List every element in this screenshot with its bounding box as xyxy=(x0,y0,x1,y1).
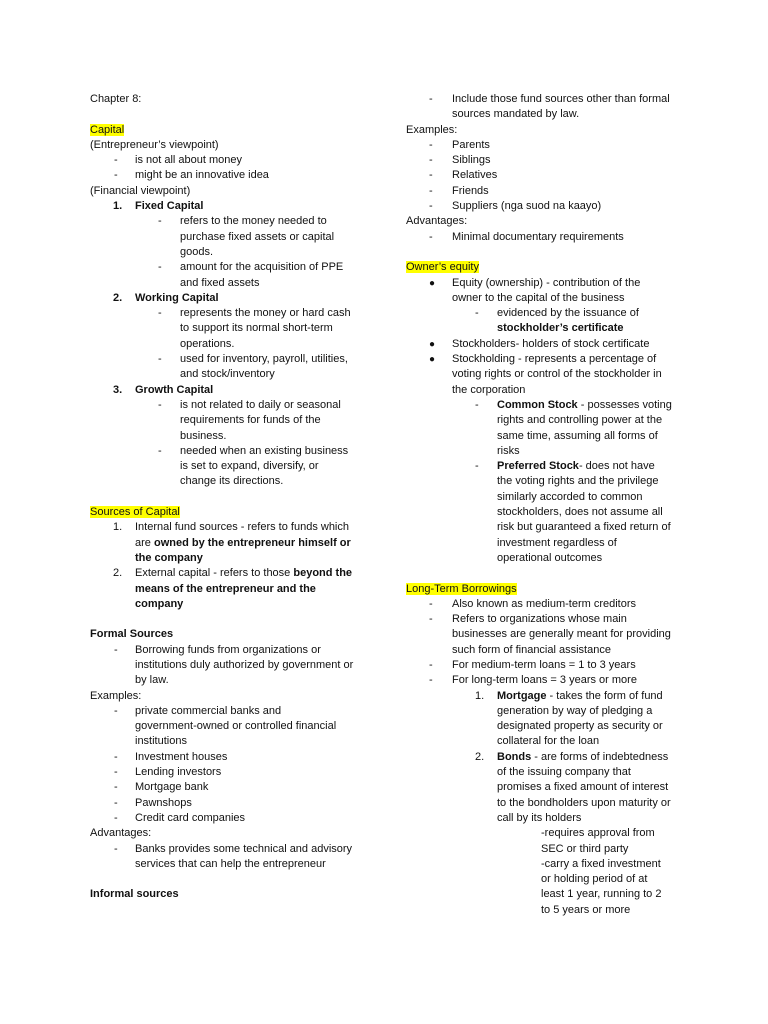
advantages-label: Advantages: xyxy=(90,827,152,840)
bullet-marker: ● xyxy=(429,277,436,289)
text-line xyxy=(90,260,380,275)
text-line xyxy=(406,306,696,321)
term-definition: operational outcomes xyxy=(497,551,603,564)
text-line xyxy=(90,92,380,107)
text-line xyxy=(90,337,380,352)
list-item-text: Parents xyxy=(452,138,490,151)
list-item-text: change its directions. xyxy=(180,475,284,488)
text-line xyxy=(406,92,696,107)
text-line xyxy=(406,230,696,245)
text-line xyxy=(90,627,380,642)
term-title: Preferred Stock xyxy=(497,460,579,473)
list-item-text: and fixed assets xyxy=(180,276,260,289)
list-item-text: such form of financial assistance xyxy=(452,643,611,656)
bond-note: SEC or third party xyxy=(541,842,629,855)
term-definition: stockholders, does not assume all xyxy=(497,506,663,519)
text-line xyxy=(406,168,696,183)
list-item-text: evidenced by the issuance of xyxy=(497,307,639,320)
text-line xyxy=(90,153,380,168)
text-line xyxy=(90,597,380,612)
dash-marker: - xyxy=(114,643,118,656)
text-line xyxy=(90,842,380,857)
subsection-title: Working Capital xyxy=(135,291,219,304)
dash-marker: - xyxy=(429,138,433,151)
text-line xyxy=(406,582,696,597)
term-title: Common Stock xyxy=(497,398,578,411)
number-marker: 2. xyxy=(113,567,123,580)
dash-marker: - xyxy=(114,796,118,809)
text-line xyxy=(406,276,696,291)
list-item-text: used for inventory, payroll, utilities, xyxy=(180,353,348,366)
advantages-label: Advantages: xyxy=(406,215,468,228)
spacer xyxy=(90,872,380,887)
dash-marker: - xyxy=(475,307,479,320)
text-line xyxy=(406,474,696,489)
text-line xyxy=(406,643,696,658)
spacer xyxy=(90,490,380,505)
examples-label: Examples: xyxy=(406,123,458,136)
text-line xyxy=(406,612,696,627)
text-line xyxy=(90,796,380,811)
text-line xyxy=(90,413,380,428)
list-item-text: services that can help the entrepreneur xyxy=(135,857,326,870)
dash-marker: - xyxy=(429,169,433,182)
bond-note: to 5 years or more xyxy=(541,903,631,916)
list-item-text: purchase fixed assets or capital xyxy=(180,230,335,243)
text-line xyxy=(406,857,696,872)
term-definition: - possesses voting xyxy=(577,398,672,411)
list-item-text: private commercial banks and xyxy=(135,704,282,717)
list-item-text: Friends xyxy=(452,184,489,197)
dash-marker: - xyxy=(114,766,118,779)
dash-marker: - xyxy=(429,674,433,687)
list-item-text: is set to expand, diversify, or xyxy=(180,460,319,473)
dash-marker: - xyxy=(114,169,118,182)
spacer xyxy=(406,566,696,581)
number-marker: 1. xyxy=(475,689,485,702)
text-line xyxy=(90,123,380,138)
number-marker: 1. xyxy=(113,521,123,534)
term-definition: rights and controlling power at the xyxy=(497,414,663,427)
bullet-marker: ● xyxy=(429,338,436,350)
text-line xyxy=(90,658,380,673)
line-text: Internal fund sources - refers to funds which xyxy=(135,521,349,534)
text-line xyxy=(406,551,696,566)
number-marker: 1. xyxy=(113,200,123,213)
text-line xyxy=(90,643,380,658)
list-item-text: might be an innovative idea xyxy=(135,169,269,182)
text-line xyxy=(90,857,380,872)
list-item-text: Pawnshops xyxy=(135,796,192,809)
text-line xyxy=(90,429,380,444)
text-line xyxy=(406,796,696,811)
text-line xyxy=(406,490,696,505)
numbered-item xyxy=(406,750,696,765)
text-line xyxy=(90,536,380,551)
bond-note: -carry a fixed investment xyxy=(541,857,661,870)
text-line xyxy=(90,551,380,566)
term-definition: collateral for the loan xyxy=(497,735,600,748)
text-line xyxy=(406,260,696,275)
sources-heading: Sources of Capital xyxy=(90,506,180,519)
text-line xyxy=(406,536,696,551)
text-line xyxy=(406,887,696,902)
owners-equity-heading: Owner’s equity xyxy=(406,261,479,274)
bullet-item-text: Equity (ownership) - contribution of the xyxy=(452,276,641,289)
text-line xyxy=(90,184,380,199)
text-line xyxy=(90,474,380,489)
text-line xyxy=(90,245,380,260)
dash-marker: - xyxy=(429,93,433,105)
list-item-text: sources mandated by law. xyxy=(452,108,580,121)
text-line xyxy=(406,505,696,520)
text-line xyxy=(90,444,380,459)
text-line xyxy=(90,689,380,704)
internal-sources-item xyxy=(90,520,380,535)
left-column xyxy=(90,92,380,903)
list-item-text: Banks provides some technical and advisory xyxy=(135,842,353,855)
text-line xyxy=(90,750,380,765)
bullet-marker: ● xyxy=(429,354,436,366)
emphasis-text: the company xyxy=(135,551,203,564)
informal-sources-heading: Informal sources xyxy=(90,888,179,901)
dash-marker: - xyxy=(158,307,162,320)
stockholder-certificate: stockholder’s certificate xyxy=(497,322,624,335)
line-text: are xyxy=(135,536,154,549)
list-item-text: represents the money or hard cash xyxy=(180,307,351,320)
list-item-text: and stock/inventory xyxy=(180,368,275,381)
term-definition: promises a fixed amount of interest xyxy=(497,781,669,794)
dash-marker: - xyxy=(475,460,479,473)
bullet-item-text: Stockholding - represents a percentage of xyxy=(452,353,657,366)
term-definition: similarly accorded to common xyxy=(497,490,643,503)
text-line xyxy=(406,214,696,229)
dash-marker: - xyxy=(158,353,162,366)
text-line xyxy=(406,765,696,780)
text-line xyxy=(406,658,696,673)
emphasis-text: means of the entrepreneur and the xyxy=(135,582,316,595)
text-line xyxy=(406,903,696,918)
numbered-heading xyxy=(90,199,380,214)
dash-marker: - xyxy=(429,184,433,197)
number-marker: 2. xyxy=(475,750,485,763)
text-line xyxy=(406,291,696,306)
examples-label: Examples: xyxy=(90,689,142,702)
list-item-text: Siblings xyxy=(452,154,491,167)
term-definition: of the issuing company that xyxy=(497,766,631,779)
text-line xyxy=(90,765,380,780)
list-item-text: operations. xyxy=(180,337,235,350)
text-line xyxy=(90,887,380,902)
dash-marker: - xyxy=(158,215,162,228)
text-line xyxy=(90,704,380,719)
text-line xyxy=(406,383,696,398)
dash-marker: - xyxy=(475,398,479,411)
numbered-heading xyxy=(90,383,380,398)
text-line xyxy=(90,811,380,826)
number-marker: 2. xyxy=(113,291,123,304)
text-line xyxy=(406,627,696,642)
text-line xyxy=(406,123,696,138)
spacer xyxy=(406,245,696,260)
text-line xyxy=(406,811,696,826)
text-line xyxy=(90,398,380,413)
dash-marker: - xyxy=(114,811,118,824)
term-definition: designated property as security or xyxy=(497,720,663,733)
list-item-text: by law. xyxy=(135,674,169,687)
text-line xyxy=(90,276,380,291)
text-line xyxy=(90,352,380,367)
dash-marker: - xyxy=(158,444,162,457)
emphasis-text: owned by the entrepreneur himself or xyxy=(153,536,351,549)
list-item-text: Include those fund sources other than formal xyxy=(452,93,670,105)
list-item-text: Borrowing funds from organizations or xyxy=(135,643,321,656)
list-item-text: Lending investors xyxy=(135,766,222,779)
chapter-title: Chapter 8: xyxy=(90,93,142,105)
term-definition: call by its holders xyxy=(497,811,582,824)
text-line xyxy=(406,321,696,336)
list-item-text: Mortgage bank xyxy=(135,781,209,794)
list-item-text: to support its normal short-term xyxy=(180,322,333,335)
dash-marker: - xyxy=(158,398,162,411)
text-line xyxy=(406,597,696,612)
list-item-text: Suppliers (nga suod na kaayo) xyxy=(452,200,602,213)
text-line xyxy=(406,780,696,795)
text-line xyxy=(90,168,380,183)
list-item-text: business. xyxy=(180,429,227,442)
list-item-text: Also known as medium-term creditors xyxy=(452,597,637,610)
numbered-heading xyxy=(90,291,380,306)
bullet-item-text: owner to the capital of the business xyxy=(452,291,625,304)
list-item-text: Investment houses xyxy=(135,750,228,763)
list-item-text: is not all about money xyxy=(135,154,243,167)
bold-lead-item xyxy=(406,459,696,474)
term-title: Bonds xyxy=(497,750,532,763)
text-line xyxy=(90,719,380,734)
term-definition: - are forms of indebtedness xyxy=(531,750,669,763)
text-line xyxy=(406,153,696,168)
dash-marker: - xyxy=(114,704,118,717)
text-line xyxy=(406,138,696,153)
subsection-title: Fixed Capital xyxy=(135,200,204,213)
line-text: External capital - refers to those xyxy=(135,567,294,580)
text-line xyxy=(90,321,380,336)
dash-marker: - xyxy=(429,154,433,167)
term-definition: investment regardless of xyxy=(497,536,617,549)
text-line xyxy=(406,704,696,719)
long-term-borrowings-heading: Long-Term Borrowings xyxy=(406,582,517,595)
external-capital-item xyxy=(90,566,380,581)
term-definition: risks xyxy=(497,444,520,457)
text-line xyxy=(406,719,696,734)
list-item-text: Credit card companies xyxy=(135,811,246,824)
list-item-text: requirements for funds of the xyxy=(180,414,321,427)
text-line xyxy=(406,367,696,382)
text-line xyxy=(406,673,696,688)
text-line xyxy=(90,734,380,749)
dash-marker: - xyxy=(158,261,162,274)
text-line xyxy=(406,734,696,749)
text-line xyxy=(406,107,696,122)
dash-marker: - xyxy=(429,230,433,243)
term-definition: to the bondholders upon maturity or xyxy=(497,796,671,809)
text-line xyxy=(90,367,380,382)
text-line xyxy=(90,214,380,229)
text-line xyxy=(90,306,380,321)
list-item-text: is not related to daily or seasonal xyxy=(180,398,341,411)
text-line xyxy=(406,872,696,887)
text-line xyxy=(406,413,696,428)
subsection-title: Growth Capital xyxy=(135,383,214,396)
term-title: Mortgage xyxy=(497,689,547,702)
list-item-text: government-owned or controlled financial xyxy=(135,720,337,733)
text-line xyxy=(90,826,380,841)
term-definition: the voting rights and the privilege xyxy=(497,475,659,488)
list-item-text: amount for the acquisition of PPE xyxy=(180,261,344,274)
dash-marker: - xyxy=(429,200,433,213)
text-line xyxy=(90,505,380,520)
spacer xyxy=(90,612,380,627)
term-definition: same time, assuming all forms of xyxy=(497,429,658,442)
text-line xyxy=(90,780,380,795)
list-item-text: needed when an existing business xyxy=(180,444,349,457)
text-line xyxy=(406,444,696,459)
dash-marker: - xyxy=(429,658,433,671)
text-line xyxy=(90,138,380,153)
number-marker: 3. xyxy=(113,383,123,396)
right-column xyxy=(406,92,696,918)
dash-marker: - xyxy=(429,597,433,610)
list-item-text: businesses are generally meant for providing xyxy=(452,628,671,641)
text-line xyxy=(90,673,380,688)
list-item-text: For medium-term loans = 1 to 3 years xyxy=(452,658,636,671)
text-line xyxy=(406,826,696,841)
dash-marker: - xyxy=(114,781,118,794)
text-line xyxy=(406,184,696,199)
dash-marker: - xyxy=(114,842,118,855)
bullet-item-text: the corporation xyxy=(452,383,526,396)
term-definition: risk but guaranteed a fixed return of xyxy=(497,521,671,534)
term-definition: - takes the form of fund xyxy=(546,689,663,702)
dash-marker: - xyxy=(429,613,433,626)
bold-lead-item xyxy=(406,398,696,413)
dash-marker: - xyxy=(114,750,118,763)
bullet-item-text: Stockholders- holders of stock certificate xyxy=(452,337,650,350)
capital-heading: Capital xyxy=(90,123,125,136)
emphasis-text: beyond the xyxy=(293,567,353,580)
list-item-text: institutions xyxy=(135,735,187,748)
list-item-text: Relatives xyxy=(452,169,498,182)
text-line xyxy=(406,337,696,352)
list-item-text: Refers to organizations whose main xyxy=(452,613,627,626)
list-item-text: For long-term loans = 3 years or more xyxy=(452,674,637,687)
text-line xyxy=(406,352,696,367)
emphasis-text: company xyxy=(135,597,184,610)
text-line xyxy=(90,230,380,245)
text-line xyxy=(406,199,696,214)
entrepreneur-viewpoint: (Entrepreneur’s viewpoint) xyxy=(90,138,219,151)
list-item-text: refers to the money needed to xyxy=(180,215,327,228)
term-definition: - does not have xyxy=(578,460,655,473)
bullet-item-text: voting rights or control of the stockholder in xyxy=(452,368,662,381)
dash-marker: - xyxy=(114,154,118,167)
bond-note: or holding period of at xyxy=(541,873,648,886)
text-line xyxy=(90,459,380,474)
spacer xyxy=(90,107,380,122)
text-line xyxy=(406,429,696,444)
text-line xyxy=(406,520,696,535)
list-item-text: institutions duly authorized by government or xyxy=(135,658,354,671)
text-line xyxy=(406,842,696,857)
text-line xyxy=(90,582,380,597)
formal-sources-heading: Formal Sources xyxy=(90,628,174,641)
term-definition: generation by way of pledging a xyxy=(497,704,653,717)
list-item-text: Minimal documentary requirements xyxy=(452,230,624,243)
bond-note: -requires approval from xyxy=(541,827,655,840)
bond-note: least 1 year, running to 2 xyxy=(541,888,662,901)
numbered-item xyxy=(406,689,696,704)
list-item-text: goods. xyxy=(180,245,214,258)
financial-viewpoint: (Financial viewpoint) xyxy=(90,184,191,197)
